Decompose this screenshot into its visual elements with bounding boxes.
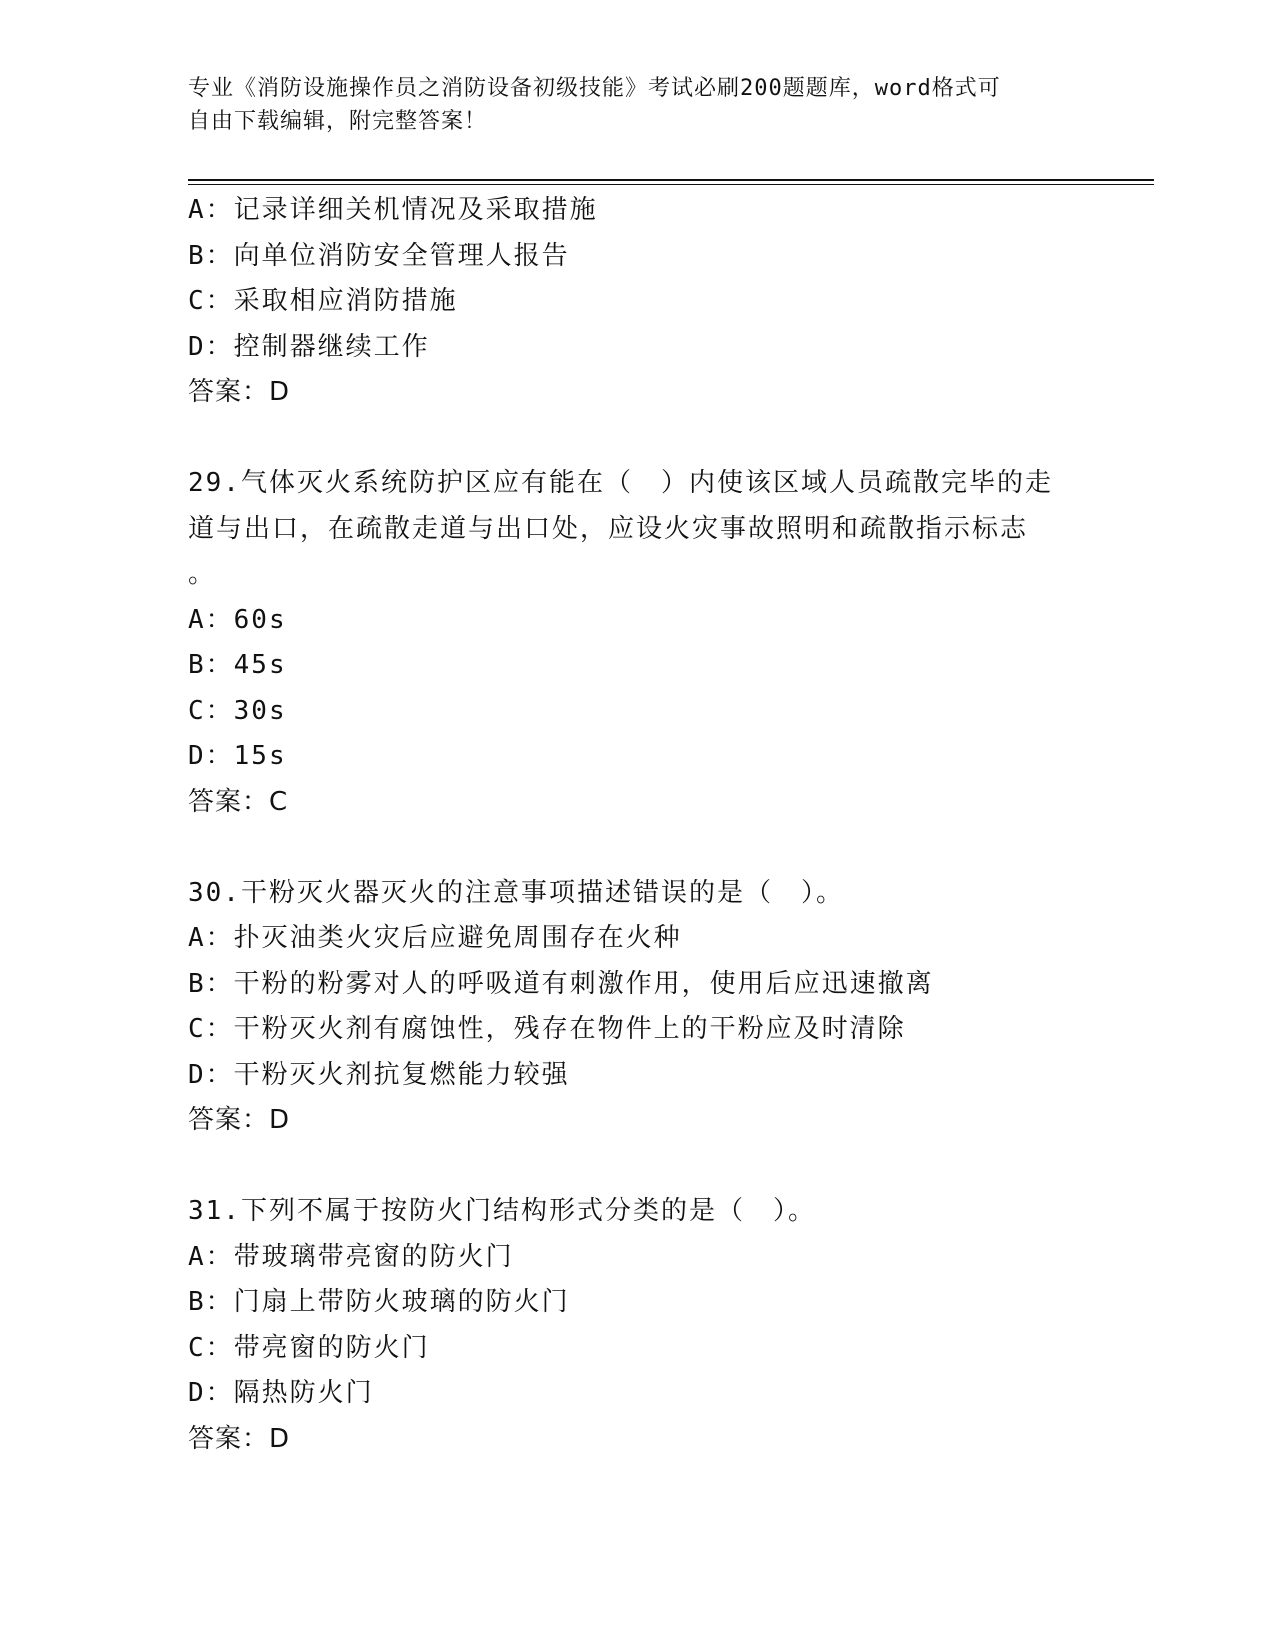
question-text: 29.气体灭火系统防护区应有能在（ ）内使该区域人员疏散完毕的走 xyxy=(188,468,1053,498)
option-b: B：门扇上带防火玻璃的防火门 xyxy=(188,1287,570,1317)
answer: 答案：D xyxy=(188,377,291,407)
option-c: C：30s xyxy=(188,695,287,726)
option-d: D：15s xyxy=(188,741,287,771)
answer: 答案：D xyxy=(188,1105,291,1135)
option-a: A：带玻璃带亮窗的防火门 xyxy=(188,1241,514,1272)
option-d: D：隔热防火门 xyxy=(188,1378,374,1408)
header-rule-thick xyxy=(188,179,1154,181)
option-c: C：带亮窗的防火门 xyxy=(188,1332,430,1363)
option-a: A：扑灭油类火灾后应避免周围存在火种 xyxy=(188,923,682,953)
option-c: C：干粉灭火剂有腐蚀性，残存在物件上的干粉应及时清除 xyxy=(188,1014,906,1044)
option-c: C：采取相应消防措施 xyxy=(188,286,458,316)
header-rule-thin xyxy=(188,184,1154,185)
document-header xyxy=(188,72,1068,138)
option-b: B：45s xyxy=(188,650,287,680)
option-b: B：向单位消防安全管理人报告 xyxy=(188,240,570,271)
option-a: A：60s xyxy=(188,604,287,635)
option-a: A：记录详细关机情况及采取措施 xyxy=(188,195,598,225)
question-29 xyxy=(188,461,1088,825)
question-list xyxy=(188,188,1088,1462)
question-28-continued xyxy=(188,188,1088,416)
question-30 xyxy=(188,871,1088,1144)
question-text: 。 xyxy=(188,559,217,589)
question-text: 30.干粉灭火器灭火的注意事项描述错误的是（ ）。 xyxy=(188,877,844,908)
question-31 xyxy=(188,1189,1088,1462)
option-d: D：干粉灭火剂抗复燃能力较强 xyxy=(188,1059,570,1090)
answer: 答案：D xyxy=(188,1423,291,1454)
question-text: 31.下列不属于按防火门结构形式分类的是（ ）。 xyxy=(188,1196,816,1226)
header-line-1: 专业《消防设施操作员之消防设备初级技能》考试必刷200题题库，word格式可 xyxy=(188,76,1001,101)
header-line-2: 自由下载编辑，附完整答案！ xyxy=(188,109,488,134)
option-b: B：干粉的粉雾对人的呼吸道有刺激作用，使用后应迅速撤离 xyxy=(188,968,934,999)
option-d: D：控制器继续工作 xyxy=(188,331,430,362)
question-text: 道与出口，在疏散走道与出口处，应设火灾事故照明和疏散指示标志 xyxy=(188,513,1029,544)
answer: 答案：C xyxy=(188,786,289,817)
